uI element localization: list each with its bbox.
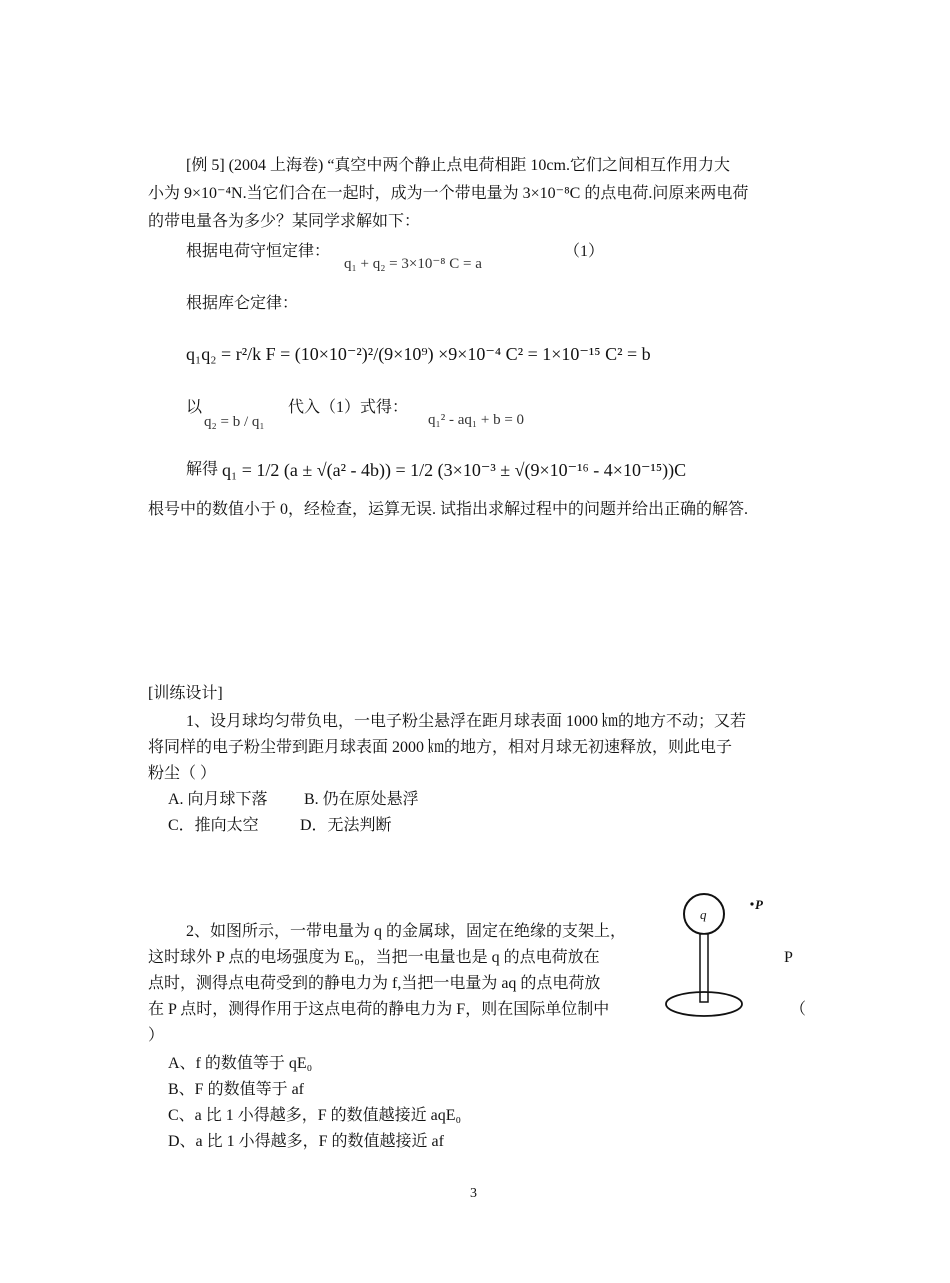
q2-option-b: B、F 的数值等于 af xyxy=(168,1081,305,1098)
page-number: 3 xyxy=(470,1186,477,1201)
equation-3: q₁² - aq₁ + b = 0 xyxy=(428,412,525,428)
charged-sphere-figure xyxy=(656,884,766,1024)
q1-line-1: 1、设月球均匀带负电，一电子粉尘悬浮在距月球表面 1000 ㎞的地方不动；又若 xyxy=(186,713,747,730)
q2-option-d: D、a 比 1 小得越多，F 的数值越接近 af xyxy=(168,1133,444,1150)
q2-line-2: 这时球外 P 点的电场强度为 E₀，当把一电量也是 q 的点电荷放在 xyxy=(148,949,600,966)
q1-option-a: A. 向月球下落 xyxy=(168,791,268,808)
equation-4: q₁ = 1/2 (a ± √(a² - 4b)) = 1/2 (3×10⁻³ ± √(9×10⁻¹⁶ - 4×10⁻¹⁵))C xyxy=(222,460,687,480)
q2-line-2-tail: P xyxy=(784,949,793,966)
step3-substitution: q₂ = b / q₁ xyxy=(204,414,265,430)
example-line-2: 小为 9×10⁻⁴N.当它们合在一起时，成为一个带电量为 3×10⁻⁸C 的点电荷.问原来两电荷 xyxy=(148,185,749,202)
q2-option-a: A、f 的数值等于 qE₀ xyxy=(168,1055,313,1072)
q1-option-b: B. 仍在原处悬浮 xyxy=(304,791,419,808)
q2-line-4-tail: （ xyxy=(790,1001,807,1018)
equation-2: q₁q₂ = r²/k F = (10×10⁻²)²/(9×10⁹) ×9×10⁻⁴ C² = 1×10⁻¹⁵ C² = b xyxy=(186,344,651,364)
q2-line-3: 点时，测得点电荷受到的静电力为 f,当把一电量为 aq 的点电荷放 xyxy=(148,975,601,992)
q2-line-1: 2、如图所示，一带电量为 q 的金属球，固定在绝缘的支架上， xyxy=(186,923,627,940)
step2-label: 根据库仑定律： xyxy=(186,295,299,312)
q2-line-4: 在 P 点时，测得作用于这点电荷的静电力为 F，则在国际单位制中 xyxy=(148,1001,610,1018)
step4-prefix: 解得 xyxy=(186,461,219,478)
step1-label: 根据电荷守恒定律： xyxy=(186,243,331,260)
example-conclusion: 根号中的数值小于 0，经检查，运算无误. 试指出求解过程中的问题并给出正确的解答. xyxy=(148,501,749,518)
q1-option-d: D．无法判断 xyxy=(300,817,392,834)
training-heading: [训练设计] xyxy=(148,685,223,702)
step3-prefix: 以 xyxy=(186,399,203,416)
example-line-1: [例 5] (2004 上海卷) “真空中两个静止点电荷相距 10cm.它们之间相互作用力大 xyxy=(186,157,730,174)
equation-1-number: （1） xyxy=(564,243,605,260)
example-line-3: 的带电量各为多少？某同学求解如下： xyxy=(148,213,421,230)
q1-line-2: 将同样的电子粉尘带到距月球表面 2000 ㎞的地方，相对月球无初速释放，则此电子 xyxy=(148,739,733,756)
q2-line-5: ） xyxy=(148,1027,165,1044)
step3-middle: 代入（1）式得： xyxy=(288,399,409,416)
equation-1: q₁ + q₂ = 3×10⁻⁸ C = a xyxy=(344,256,482,272)
point-p-dot xyxy=(750,902,753,905)
q2-option-c: C、a 比 1 小得越多，F 的数值越接近 aqE₀ xyxy=(168,1107,462,1124)
ball-label: q xyxy=(700,907,707,922)
point-p-label: P xyxy=(755,897,763,912)
q1-option-c: C．推向太空 xyxy=(168,817,259,834)
q1-line-3: 粉尘（ ） xyxy=(148,765,217,782)
